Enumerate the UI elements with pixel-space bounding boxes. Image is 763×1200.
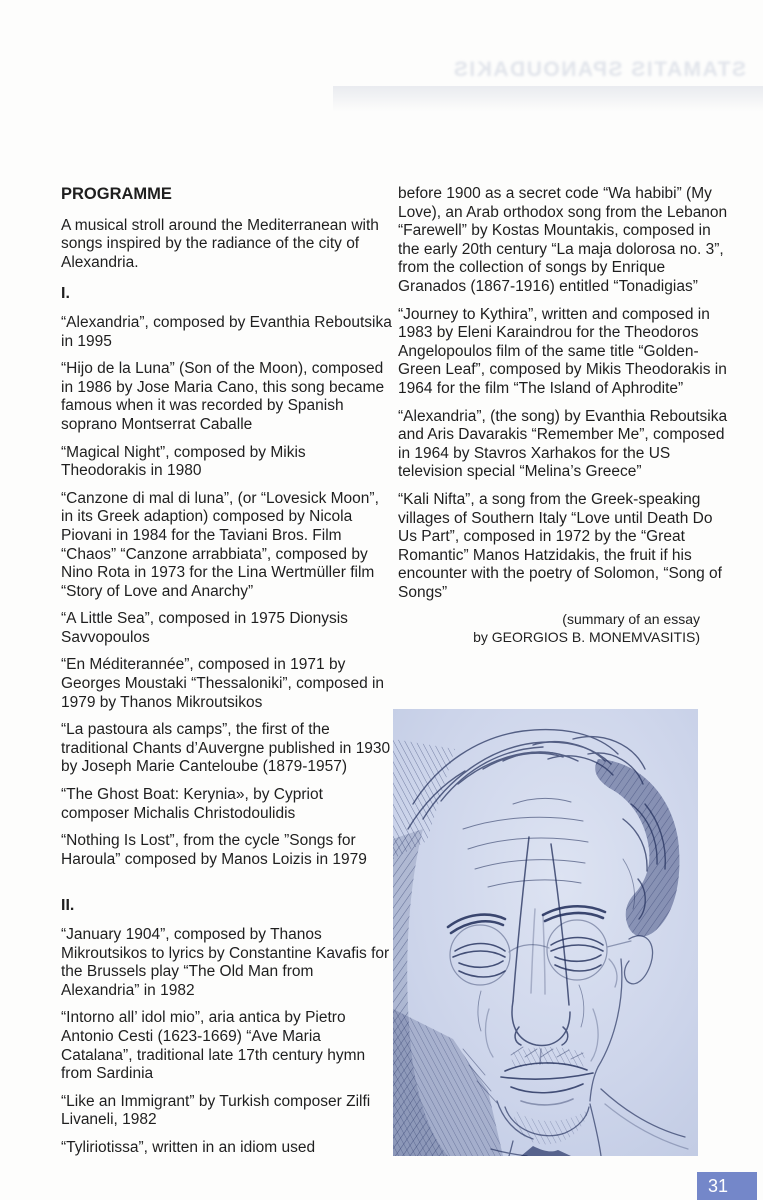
programme-item: “Tyliriotissa”, written in an idiom used [61, 1138, 316, 1156]
programme-item: “A Little Sea”, composed in 1975 Dionysis Savvopoulos [61, 610, 348, 646]
programme-item: “Nothing Is Lost”, from the cycle ”Songs for Haroula” composed by Manos Loizis in 1979 [61, 832, 367, 868]
programme-item: “Journey to Kythira”, written and composed in 1983 by Eleni Karaindrou for the Theodoros Angelopoulos film of the same title “Golden-Green Leaf”, composed by Mikis Theodorakis in 1964 for the film “The Island of Aphrodite” [398, 305, 727, 397]
programme-item-continuation: before 1900 as a secret code “Wa habibi” (My Love), an Arab orthodox song from the Lebanon “Farewell” by Kostas Mountakis, composed in the early 20th century “La maja dolorosa no. 3”, from the collection of songs by Enrique Granados (1867-1916) entitled “Tonadigias” [398, 185, 728, 295]
scan-shading-band [333, 86, 763, 112]
part2-label: II. [61, 897, 75, 915]
essay-attribution-line2: by GEORGIOS B. MONEMVASITIS) [473, 628, 700, 645]
programme-item: “Alexandria”, (the song) by Evanthia Reboutsika and Aris Davarakis “Remember Me”, composed in 1964 by Stavros Xarhakos for the US television special “Melina’s Greece” [398, 407, 728, 481]
essay-attribution-line1: (summary of an essay [562, 611, 700, 628]
portrait-sketch-svg [393, 709, 698, 1156]
ghost-showthrough-text: STAMATIS SPANOUDAKIS [452, 58, 746, 81]
programme-item: “Canzone di mal di luna”, (or “Lovesick Moon”, in its Greek adaption) composed by Nicola Piovani in 1984 for the Taviani Bros. Film “Chaos” “Canzone arrabbiata”, composed by Nino Rota in 1973 for the Lina Wertmüller film “Story of Love and Anarchy” [61, 489, 379, 600]
programme-item: “The Ghost Boat: Kerynia», by Cypriot composer Michalis Christodoulidis [61, 786, 323, 822]
part1-label: I. [61, 285, 70, 303]
page-number: 31 [708, 1176, 729, 1196]
programme-item: “Magical Night”, composed by Mikis Theodorakis in 1980 [61, 443, 306, 480]
portrait-illustration [393, 709, 698, 1156]
essay-attribution [398, 611, 732, 646]
programme-heading: PROGRAMME [61, 185, 172, 203]
programme-item: “En Méditerannée”, composed in 1971 by Georges Moustaki “Thessaloniki”, composed in 1979 by Thanos Mikroutsikos [61, 656, 385, 711]
programme-item: “Like an Immigrant” by Turkish composer Zilfi Livaneli, 1982 [61, 1092, 371, 1129]
programme-item: “Intorno all’ idol mio”, aria antica by Pietro Antonio Cesti (1623-1669) “Ave Maria Catalana”, traditional late 17th century hymn from Sardinia [61, 1009, 366, 1083]
intro-paragraph: A musical stroll around the Mediterranean with songs inspired by the radiance of the city of Alexandria. [61, 216, 379, 271]
page-number-badge [697, 1172, 757, 1200]
programme-item: “Alexandria”, composed by Evanthia Reboutsika in 1995 [61, 313, 392, 350]
right-column [398, 185, 732, 646]
programme-item: “Hijo de la Luna” (Son of the Moon), composed in 1986 by Jose Maria Cano, this song became famous when it was recorded by Spanish soprano Montserrat Caballe [61, 360, 385, 433]
programme-item: “January 1904”, composed by Thanos Mikroutsikos to lyrics by Constantine Kavafis for the Brussels play “The Old Man from Alexandria” in 1982 [61, 926, 390, 999]
programme-item: “Kali Nifta”, a song from the Greek-speaking villages of Southern Italy “Love until Death Do Us Part”, composed in 1972 by the “Great Romantic” Manos Hatzidakis, the fruit if his encounter with the poetry of Solomon, “Song of Songs” [398, 490, 722, 601]
left-column [61, 185, 393, 1167]
programme-item: “La pastoura als camps”, the first of the traditional Chants d’Auvergne published in 1930 by Joseph Marie Canteloube (1879-1957) [61, 721, 391, 776]
